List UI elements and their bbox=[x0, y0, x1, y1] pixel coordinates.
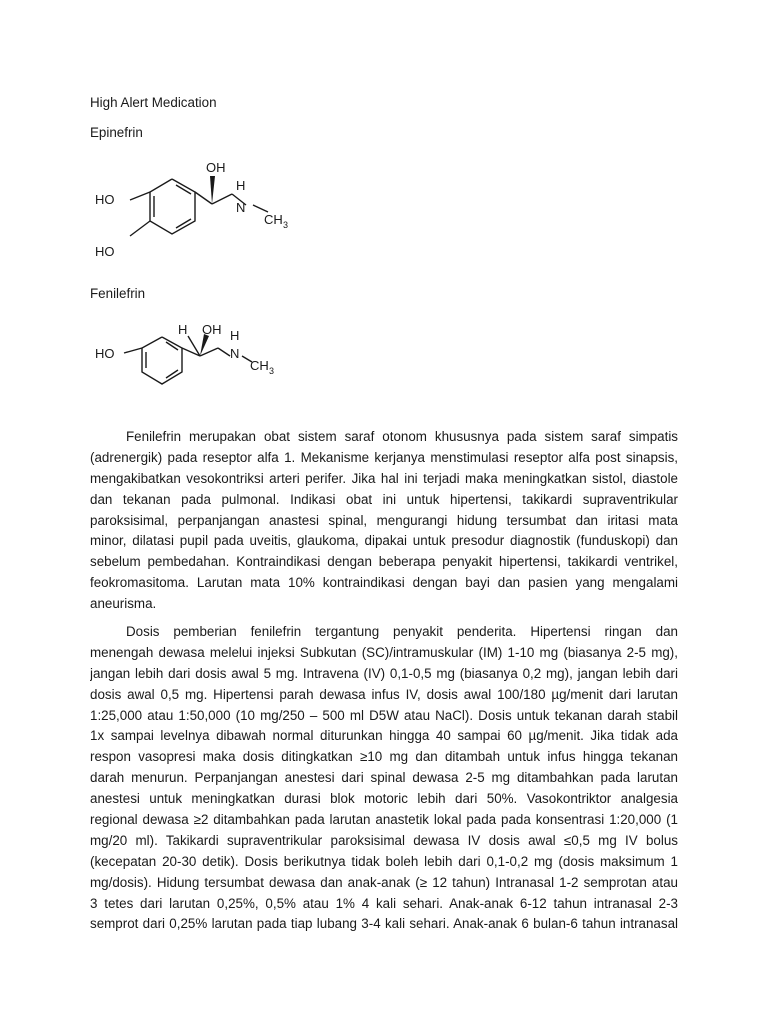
text-line: dosis awal 0,5 mg. Hipertensi parah dewasa infus IV, dosis awal 100/180 µg/menit dari larutan bbox=[90, 686, 678, 702]
label-oh: OH bbox=[206, 160, 226, 175]
label-nh: H bbox=[236, 178, 246, 193]
text-line: minor, dilatasi pupil pada uveitis, glaukoma, dipakai untuk presodur diagnostik (funduskopi) dan bbox=[90, 533, 678, 549]
text-line: 3 tetes dari larutan 0,25%, 0,5% atau 1% 4 kali sehari. Anak-anak 6-12 tahun intranasal 2-3 bbox=[90, 895, 678, 911]
label-ch3-sub: 3 bbox=[283, 220, 289, 230]
label-ho-bottom: HO bbox=[95, 244, 115, 259]
paragraph-dosage bbox=[90, 622, 678, 935]
text-line: semprot dari 0,25% larutan pada tiap lubang 3-4 kali sehari. Anak-anak 6 bulan-6 tahun intranasal bbox=[90, 916, 678, 932]
drug-name-epinefrin: Epinefrin bbox=[90, 125, 143, 140]
text-line: regional dewasa ≥2 ditambahkan pada larutan anastetik lokal pada pada konsentrasi 1:20,000 (1 bbox=[90, 812, 678, 828]
text-line: 1:25,000 atau 1:50,000 (10 mg/250 – 500 ml D5W atau NaCl). Dosis untuk tekanan darah stabil bbox=[90, 707, 678, 723]
drug-name-fenilefrin: Fenilefrin bbox=[90, 286, 146, 301]
label-n: N bbox=[230, 346, 240, 361]
label-h: H bbox=[178, 322, 188, 337]
text-line: paroksisimal, perpanjangan anastesi spinal, mengurangi hidung tersumbat dan iritasi mata bbox=[90, 512, 678, 528]
label-ch3-sub: 3 bbox=[269, 366, 275, 376]
text-line: darah menurun. Perpanjangan anestesi dari spinal dewasa 2-5 mg ditambahkan pada larutan bbox=[90, 770, 678, 786]
text-line: 1x sampai levelnya dibawah normal diturunkan hingga 40 sampai 60 µg/menit. Jika tidak ada bbox=[90, 728, 678, 744]
paragraph-mechanism bbox=[90, 427, 678, 615]
section-title: High Alert Medication bbox=[90, 95, 217, 110]
text-line: feokromasitoma. Larutan mata 10% kontraindikasi dengan bayi dan pasien yang mengalami bbox=[90, 575, 678, 591]
label-ho: HO bbox=[95, 346, 115, 361]
text-line: dan tekanan pada pulmonal. Indikasi obat ini untuk hipertensi, takikardi supraventrikular bbox=[90, 491, 678, 507]
text-line: jangan lebih dari dosis awal 5 mg. Intravena (IV) 0,1-0,5 mg (biasanya 0,2 mg), jangan lebih dari bbox=[90, 665, 678, 681]
label-nh: H bbox=[230, 328, 240, 343]
text-line: mg/20 ml). Takikardi supraventrikular paroksisimal dewasa IV dosis awal ≤0,5 mg IV bolus bbox=[90, 832, 678, 848]
label-ch3: CH bbox=[250, 358, 269, 373]
text-line: sebelum pembedahan. Kontraindikasi dengan beberapa penyakit hipertensi, takikardi ventrikel, bbox=[90, 554, 678, 570]
label-oh: OH bbox=[202, 322, 222, 337]
text-line: Fenilefrin merupakan obat sistem saraf otonom khususnya pada sistem saraf simpatis bbox=[126, 429, 678, 444]
epinephrine-structure bbox=[90, 160, 310, 268]
text-line: anestesi untuk meningkatkan durasi blok motoric lebih dari 50%. Vasokontriktor analgesia bbox=[90, 791, 678, 807]
text-line: mg/dosis). Hidung tersumbat dewasa dan anak-anak (≥ 12 tahun) Intranasal 1-2 semprotan atau bbox=[90, 874, 678, 890]
label-ch3: CH bbox=[264, 212, 283, 227]
text-line: (kecepatan 20-30 detik). Dosis berikutnya tidak boleh lebih dari 0,1-0,2 mg (dosis maksimum 1 bbox=[90, 853, 678, 869]
text-line: menengah dewasa melelui injeksi Subkutan (SC)/intramuskular (IM) 1-10 mg (biasanya 2-5 mg), bbox=[90, 644, 678, 660]
text-line: aneurisma. bbox=[90, 596, 157, 612]
text-line: Dosis pemberian fenilefrin tergantung penyakit penderita. Hipertensi ringan dan bbox=[126, 624, 678, 639]
label-ho-top: HO bbox=[95, 192, 115, 207]
label-n: N bbox=[236, 200, 246, 215]
text-line: mengakibatkan vesokontriksi arteri perifer. Jika hal ini terjadi maka meningkatkan sistol, diastole bbox=[90, 470, 678, 486]
phenylephrine-structure bbox=[90, 318, 290, 406]
text-line: respon vasopresi maka dosis ditingkatkan ≥10 mg dan ditambah untuk infus hingga tekanan bbox=[90, 749, 678, 765]
text-line: (adrenergik) pada reseptor alfa 1. Mekanisme kerjanya menstimulasi reseptor alfa post sinapsis, bbox=[90, 449, 678, 465]
